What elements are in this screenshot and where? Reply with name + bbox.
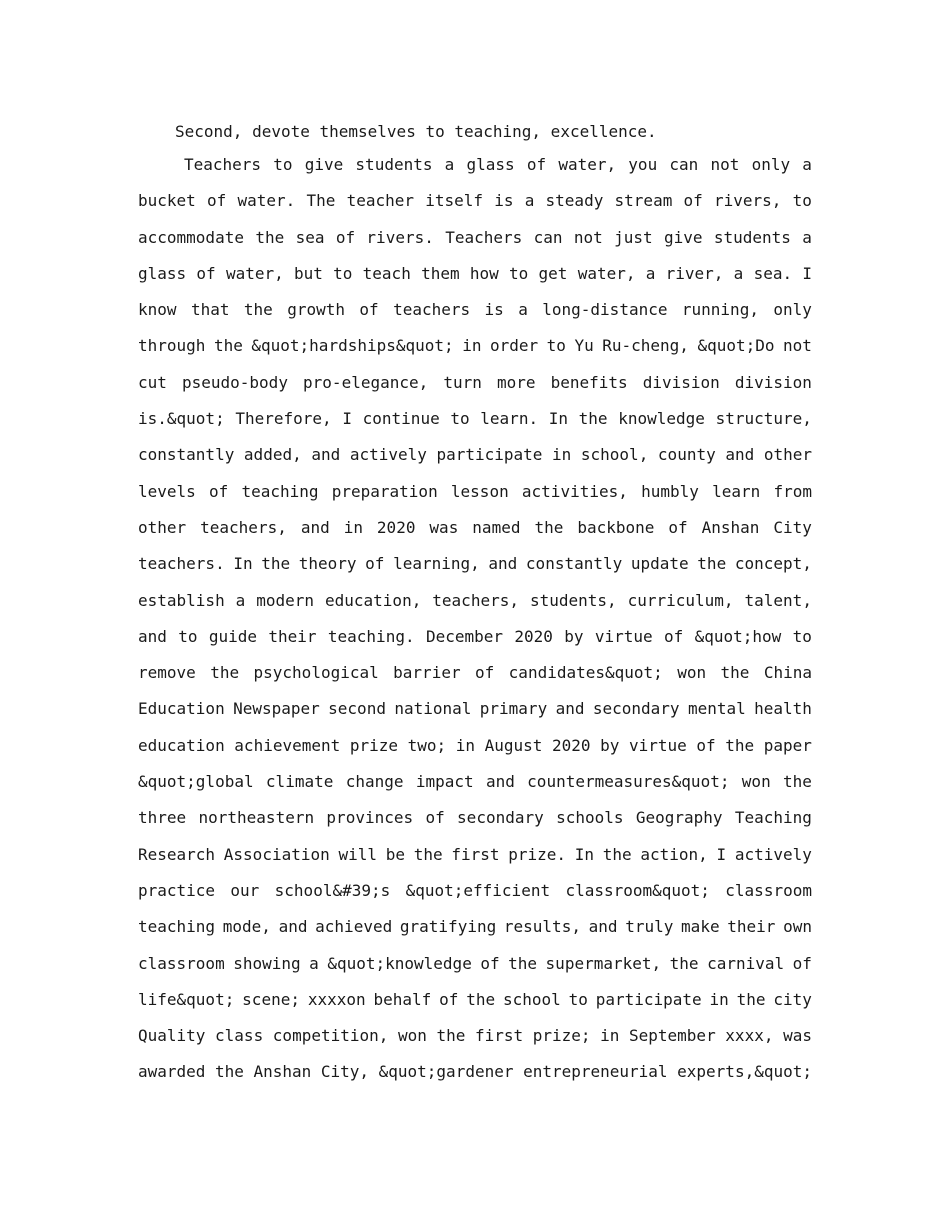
paragraph-line: establish a modern education, teachers, students, curriculum, talent, <box>138 590 812 610</box>
paragraph-line: teaching mode, and achieved gratifying results, and truly make their own <box>138 917 812 937</box>
paragraph-line: levels of teaching preparation lesson activities, humbly learn from <box>138 481 812 501</box>
paragraph <box>138 147 812 1091</box>
paragraph-line: constantly added, and actively participate in school, county and other <box>138 445 812 465</box>
paragraph-line: accommodate the sea of rivers. Teachers can not just give students a <box>138 227 812 247</box>
paragraph-line: remove the psychological barrier of candidates&quot; won the China <box>138 663 812 683</box>
paragraph-line: is.&quot; Therefore, I continue to learn. In the knowledge structure, <box>138 409 812 429</box>
paragraph-line: cut pseudo-body pro-elegance, turn more benefits division division <box>138 372 812 392</box>
paragraph-line: classroom showing a &quot;knowledge of the supermarket, the carnival of <box>138 953 812 973</box>
paragraph-line: Teachers to give students a glass of water, you can not only a <box>184 155 812 174</box>
paragraph-line: education achievement prize two; in August 2020 by virtue of the paper <box>138 735 812 755</box>
paragraph-line: glass of water, but to teach them how to get water, a river, a sea. I <box>138 263 812 283</box>
paragraph-line: life&quot; scene; xxxxon behalf of the school to participate in the city <box>138 989 812 1009</box>
paragraph-line: know that the growth of teachers is a long-distance running, only <box>138 300 812 320</box>
paragraph-line: through the &quot;hardships&quot; in order to Yu Ru-cheng, &quot;Do not <box>138 336 812 356</box>
paragraph-line: and to guide their teaching. December 2020 by virtue of &quot;how to <box>138 626 812 646</box>
paragraph-line: &quot;global climate change impact and countermeasures&quot; won the <box>138 772 812 792</box>
paragraph-line: Research Association will be the first prize. In the action, I actively <box>138 844 812 864</box>
paragraph-line: Quality class competition, won the first prize; in September xxxx, was <box>138 1026 812 1046</box>
paragraph-line: bucket of water. The teacher itself is a steady stream of rivers, to <box>138 191 812 211</box>
paragraph-line: other teachers, and in 2020 was named the backbone of Anshan City <box>138 517 812 537</box>
paragraph-line: Education Newspaper second national primary and secondary mental health <box>138 699 812 719</box>
paragraph-line: awarded the Anshan City, &quot;gardener entrepreneurial experts,&quot; <box>138 1062 812 1082</box>
paragraph-line: three northeastern provinces of secondary schools Geography Teaching <box>138 808 812 828</box>
section-heading: Second, devote themselves to teaching, excellence. <box>175 122 657 141</box>
paragraph-line: teachers. In the theory of learning, and constantly update the concept, <box>138 554 812 574</box>
paragraph-line: practice our school&#39;s &quot;efficient classroom&quot; classroom <box>138 880 812 900</box>
body-text <box>138 117 812 1091</box>
